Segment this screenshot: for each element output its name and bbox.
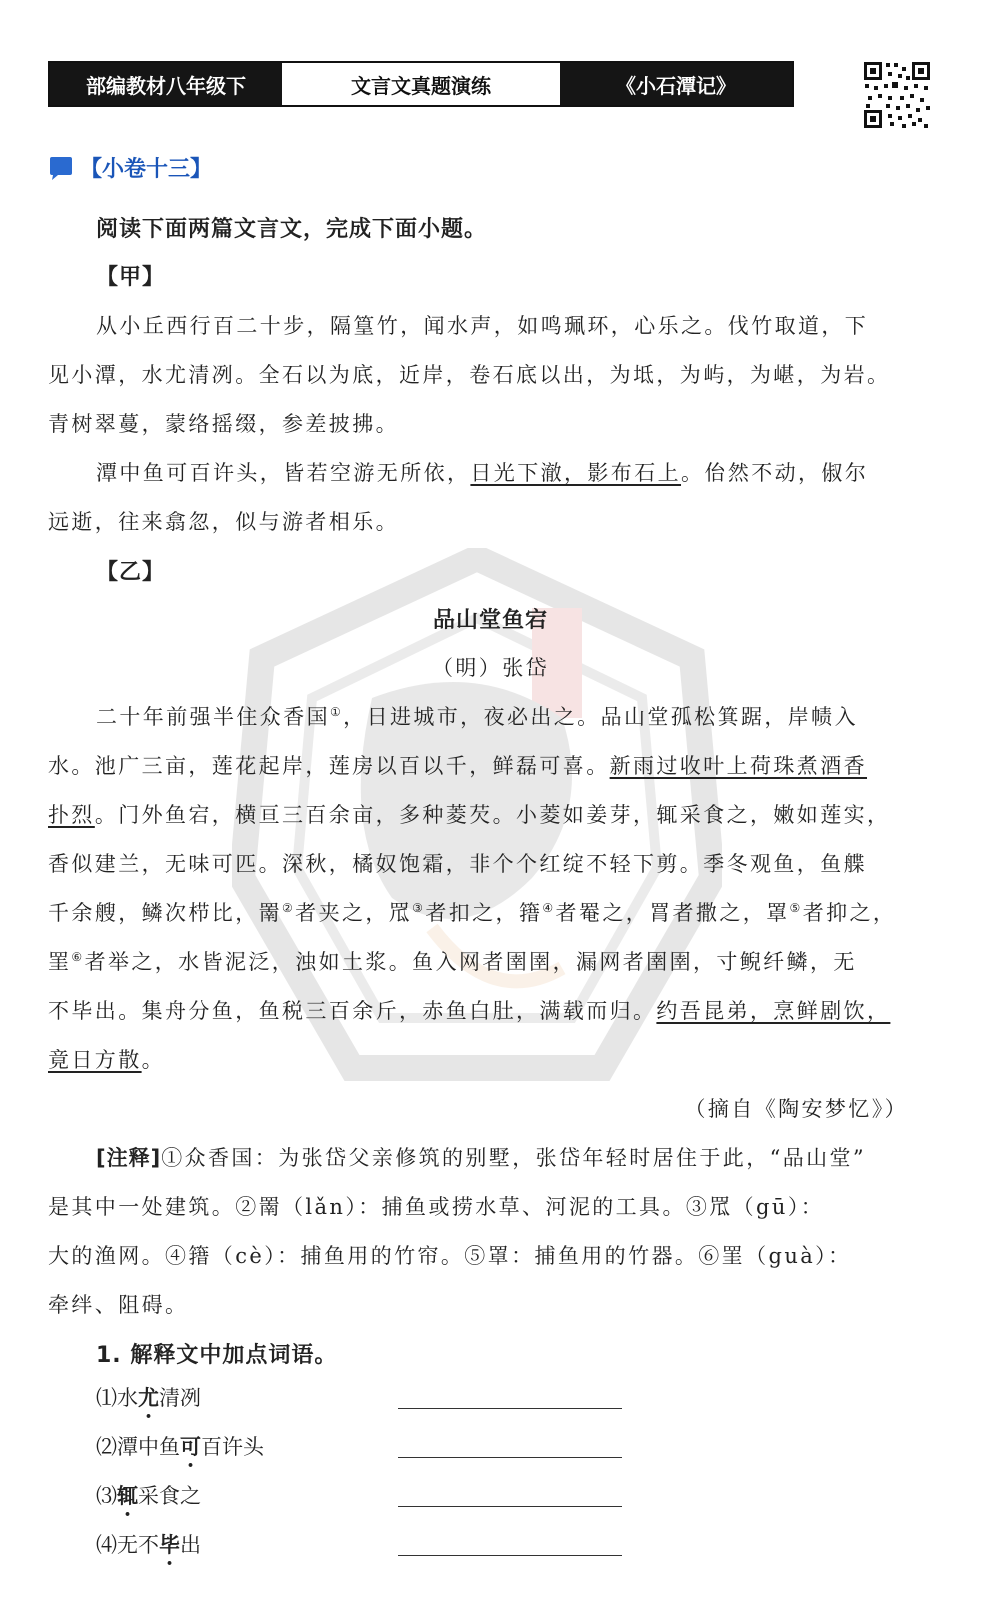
underlined-sentence: 约吾昆弟，烹鲜剧饮， bbox=[656, 999, 891, 1023]
item-text: 采食之 bbox=[138, 1484, 201, 1508]
header-bar bbox=[48, 61, 794, 107]
notes-line-1 bbox=[96, 1142, 981, 1172]
question-item-3 bbox=[96, 1480, 201, 1521]
yi-text: 千余艘，鳞次栉比，罱 bbox=[48, 901, 282, 925]
yi-line-5 bbox=[48, 897, 938, 927]
notes-label: [注释] bbox=[96, 1146, 162, 1170]
yi-text: 水。池广三亩，莲花起岸，莲房以百以千，鲜磊可喜。 bbox=[48, 754, 610, 778]
note-marker: ① bbox=[330, 705, 344, 719]
yi-line-2 bbox=[48, 750, 938, 780]
yi-text: 者夹之，罛 bbox=[295, 901, 413, 925]
item-text: 潭中鱼 bbox=[117, 1435, 180, 1459]
yi-line-6 bbox=[48, 946, 938, 976]
header-lesson: 《小石潭记》 bbox=[560, 63, 792, 105]
note-marker: ⑤ bbox=[789, 901, 803, 915]
qr-code-icon bbox=[862, 60, 932, 130]
underlined-sentence: 竟日方散 bbox=[48, 1048, 142, 1072]
yi-text: 者举之，水皆泥泛，浊如土浆。鱼入网者圉圉，漏网者圉圉，寸鲵纤鳞，无 bbox=[84, 950, 857, 974]
notes-line-2: 是其中一处建筑。②罱（lǎn）：捕鱼或捞水草、河泥的工具。③罛（gū）： bbox=[48, 1195, 825, 1219]
item-number: ⑵ bbox=[96, 1435, 117, 1459]
note-marker: ③ bbox=[412, 901, 426, 915]
jia-line-5: 远逝，往来翕忽，似与游者相乐。 bbox=[48, 510, 399, 534]
question-item-2 bbox=[96, 1431, 264, 1472]
dotted-word: 尤 bbox=[138, 1385, 159, 1410]
yi-text: 者罨之，罥者撒之，罩 bbox=[555, 901, 790, 925]
dotted-word: 辄 bbox=[117, 1483, 138, 1508]
underlined-sentence: 扑烈 bbox=[48, 803, 95, 827]
jia-line-4 bbox=[96, 457, 981, 487]
jia-text: 潭中鱼可百许头，皆若空游无所依， bbox=[96, 461, 471, 485]
item-text: 出 bbox=[180, 1533, 201, 1557]
yi-text: ，日进城市，夜必出之。品山堂孤松箕踞，岸帻入 bbox=[343, 705, 858, 729]
instruction: 阅读下面两篇文言文，完成下面小题。 bbox=[96, 217, 488, 242]
yi-text: 不毕出。集舟分鱼，鱼税三百余斤，赤鱼白肚，满载而归。 bbox=[48, 999, 657, 1023]
yi-line-8 bbox=[48, 1044, 938, 1074]
section-title: 【小卷十三】 bbox=[80, 157, 213, 182]
jia-line-2: 见小潭，水尤清冽。全石以为底，近岸，卷石底以出，为坻，为屿，为嵁，为岩。 bbox=[48, 363, 891, 387]
header-topic: 文言文真题演练 bbox=[282, 63, 560, 105]
notes-text: ①众香国：为张岱父亲修筑的别墅，张岱年轻时居住于此，“品山堂” bbox=[161, 1146, 867, 1170]
question-item-4 bbox=[96, 1529, 201, 1570]
jia-line-1: 从小丘西行百二十步，隔篁竹，闻水声，如鸣珮环，心乐之。伐竹取道，下 bbox=[96, 314, 869, 338]
yi-line-7 bbox=[48, 995, 938, 1025]
notes-line-3: 大的渔网。④簎（cè）：捕鱼用的竹帘。⑤罩：捕鱼用的竹器。⑥罣（guà）： bbox=[48, 1244, 852, 1268]
jia-line-3: 青树翠蔓，蒙络摇缀，参差披拂。 bbox=[48, 412, 399, 436]
yi-author: （明）张岱 bbox=[432, 656, 549, 680]
item-text: 无不 bbox=[117, 1533, 159, 1557]
yi-line-4: 香似建兰，无味可匹。深秋，橘奴饱霜，非个个红绽不轻下剪。季冬观鱼，鱼艓 bbox=[48, 852, 867, 876]
answer-blank-4[interactable] bbox=[398, 1555, 622, 1556]
jia-label: 【甲】 bbox=[96, 265, 166, 290]
item-text: 水 bbox=[117, 1386, 138, 1410]
yi-text: 。门外鱼宕，横亘三百余亩，多种菱芡。小菱如姜芽，辄采食之，嫩如莲实， bbox=[94, 803, 891, 827]
yi-text: 者抑之， bbox=[802, 901, 897, 925]
notes-line-4: 牵绊、阻碍。 bbox=[48, 1293, 189, 1317]
item-number: ⑴ bbox=[96, 1386, 117, 1410]
yi-text: 。 bbox=[141, 1048, 166, 1072]
note-marker: ② bbox=[282, 901, 296, 915]
yi-title: 品山堂鱼宕 bbox=[432, 608, 548, 633]
item-text: 百许头 bbox=[201, 1435, 264, 1459]
question-title: 1. 解释文中加点词语。 bbox=[96, 1343, 338, 1368]
yi-line-1 bbox=[96, 701, 981, 731]
underlined-sentence: 日光下澈，影布石上 bbox=[470, 461, 682, 485]
yi-line-3 bbox=[48, 799, 938, 829]
item-number: ⑷ bbox=[96, 1533, 117, 1557]
yi-text: 二十年前强半住众香国 bbox=[96, 705, 330, 729]
answer-blank-1[interactable] bbox=[398, 1408, 622, 1409]
header-grade: 部编教材八年级下 bbox=[50, 63, 282, 105]
source-citation: （摘自《陶安梦忆》） bbox=[684, 1097, 908, 1121]
underlined-sentence: 新雨过收叶上荷珠煮酒香 bbox=[609, 754, 868, 778]
yi-label: 【乙】 bbox=[96, 560, 166, 585]
bookmark-icon bbox=[48, 155, 74, 181]
item-number: ⑶ bbox=[96, 1484, 117, 1508]
note-marker: ⑥ bbox=[71, 950, 85, 964]
section-tag bbox=[48, 152, 212, 183]
item-text: 清冽 bbox=[159, 1386, 201, 1410]
answer-blank-3[interactable] bbox=[398, 1506, 622, 1507]
yi-text: 罣 bbox=[48, 950, 72, 974]
dotted-word: 毕 bbox=[159, 1532, 180, 1557]
jia-text: 。佁然不动，俶尔 bbox=[681, 461, 869, 485]
note-marker: ④ bbox=[542, 901, 556, 915]
dotted-word: 可 bbox=[180, 1434, 201, 1459]
answer-blank-2[interactable] bbox=[398, 1457, 622, 1458]
yi-text: 者扣之，簎 bbox=[425, 901, 543, 925]
question-item-1 bbox=[96, 1382, 201, 1423]
